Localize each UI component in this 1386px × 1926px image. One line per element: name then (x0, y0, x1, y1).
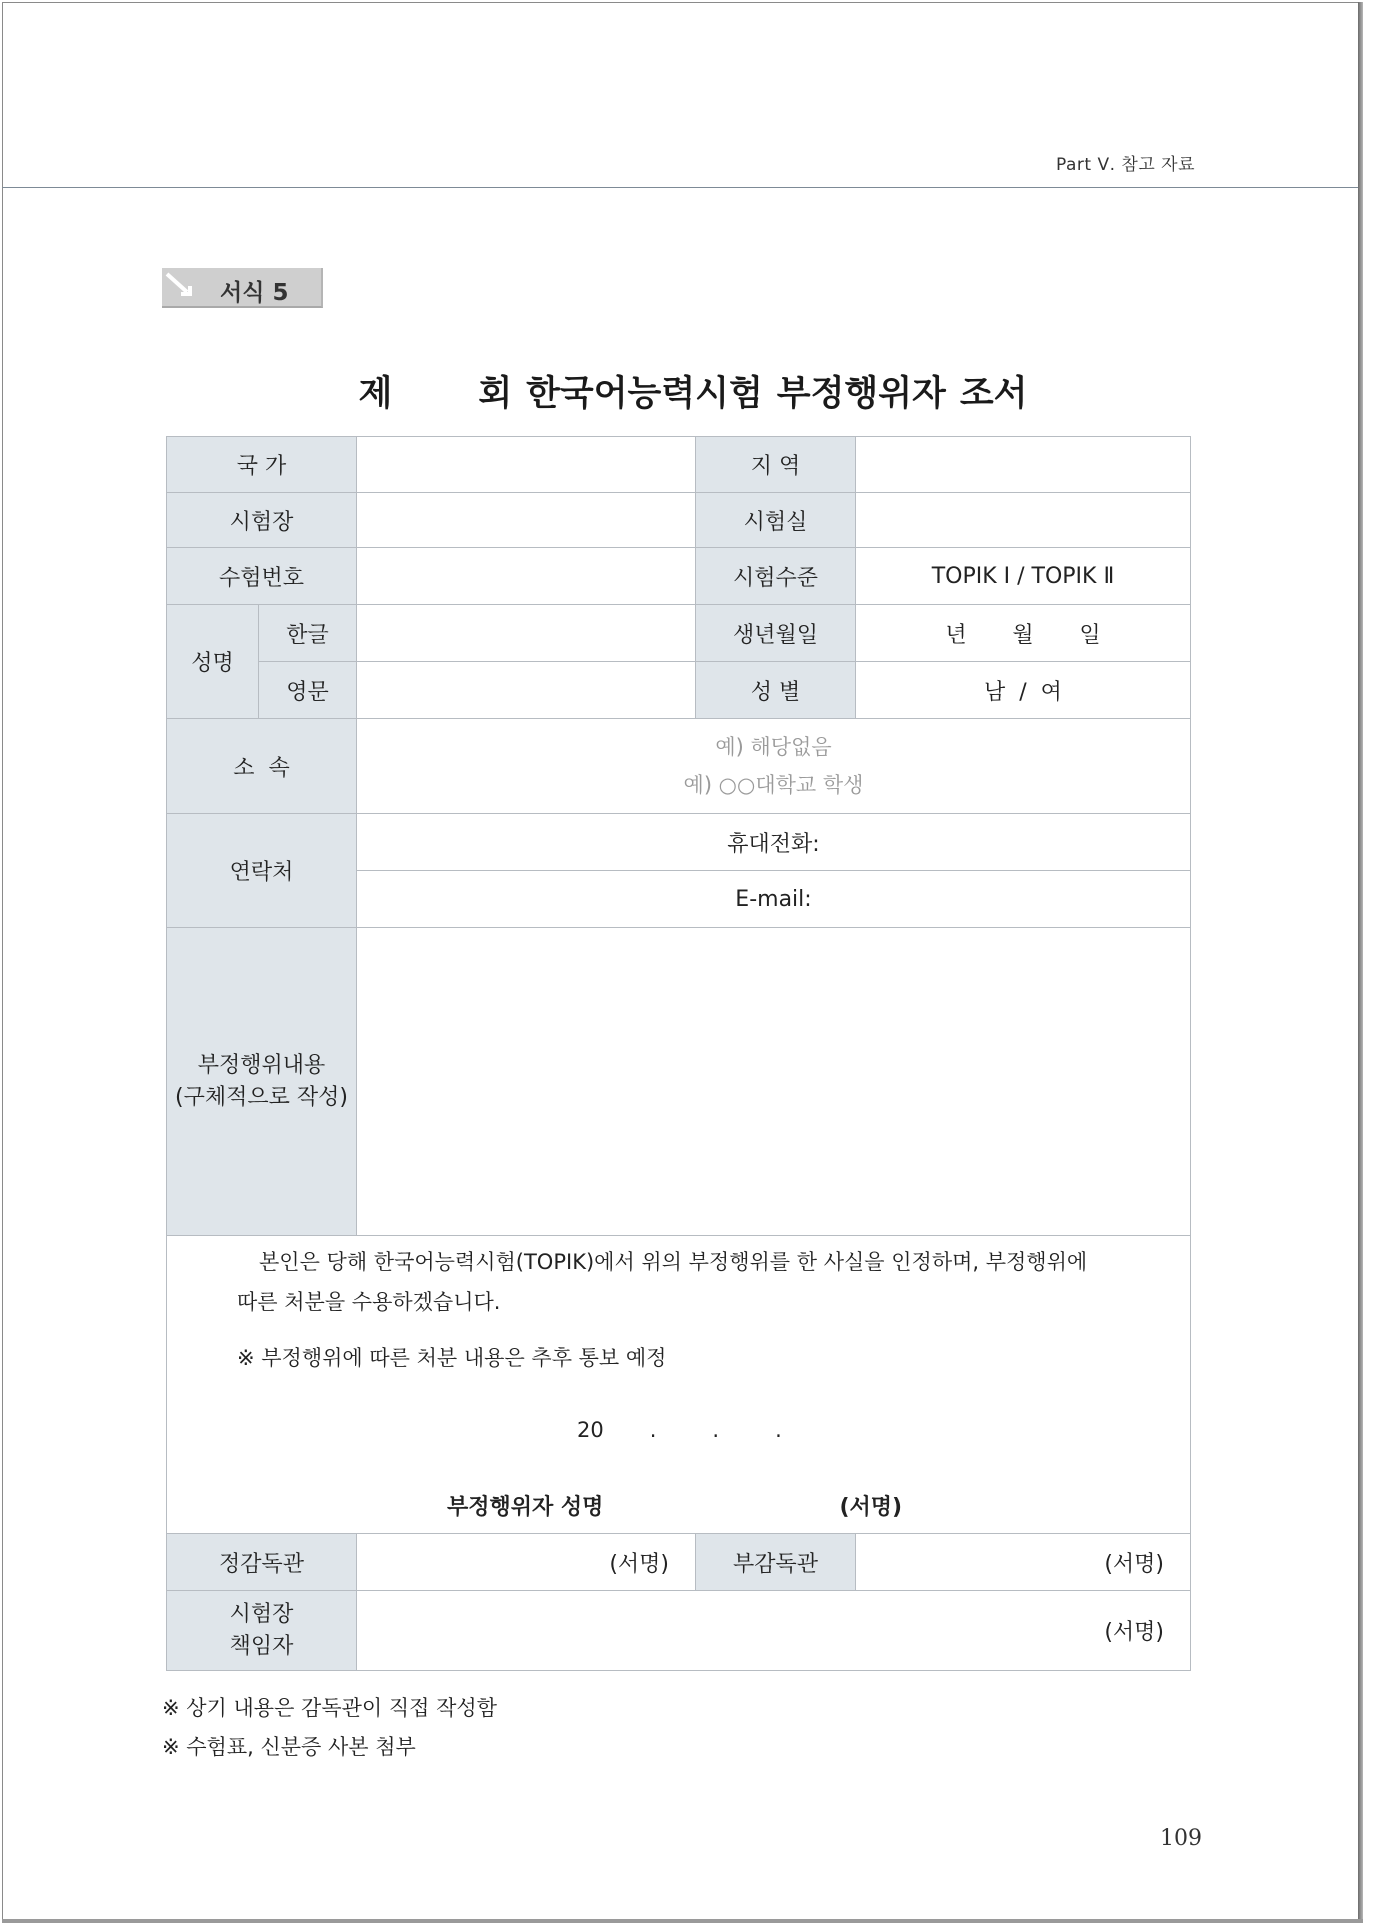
birth-label: 생년월일 (696, 605, 856, 662)
page-shadow (1358, 2, 1363, 1922)
korean-name-field[interactable] (357, 605, 696, 662)
birth-month: 월 (1012, 622, 1034, 648)
birth-year: 년 (945, 622, 967, 648)
gender-label: 성 별 (696, 662, 856, 719)
level-value[interactable]: TOPIK Ⅰ / TOPIK Ⅱ (856, 548, 1191, 605)
title-part3: 한국어능력시험 (526, 374, 763, 414)
email-label: E-mail: (735, 886, 812, 912)
assistant-supervisor-label: 부감독관 (696, 1534, 856, 1591)
title-part4: 부정행위자 (776, 374, 946, 414)
misconduct-details-field[interactable] (357, 928, 1191, 1236)
footnote-2: ※ 수험표, 신분증 사본 첨부 (162, 1735, 416, 1759)
title-part5: 조서 (959, 374, 1028, 414)
date-dot-2: . (712, 1418, 720, 1442)
signer-label: 부정행위자 성명 (447, 1495, 604, 1520)
manager-sign-mark: (서명) (1104, 1620, 1164, 1645)
assistant-sign-mark: (서명) (1104, 1551, 1164, 1577)
corner-arrow-icon (165, 272, 193, 300)
venue-label: 시험장 (167, 493, 357, 548)
signer-sign-mark[interactable]: (서명) (839, 1495, 903, 1520)
phone-label: 휴대전화: (727, 831, 820, 857)
affiliation-example-1: 예) 해당없음 (715, 735, 832, 759)
room-label: 시험실 (696, 493, 856, 548)
statement-note: ※ 부정행위에 따른 처분 내용은 추후 통보 예정 (237, 1346, 667, 1370)
form-tag (162, 268, 323, 308)
footnote-1: ※ 상기 내용은 감독관이 직접 작성함 (162, 1696, 497, 1720)
chief-supervisor-field[interactable] (357, 1534, 696, 1591)
running-header: Part Ⅴ. 참고 자료 (1056, 155, 1195, 175)
document-title (0, 366, 1386, 416)
title-part2: 회 (478, 374, 513, 414)
page-bottom-shadow (2, 1919, 1363, 1923)
misconduct-label (167, 928, 357, 1236)
misconduct-report-form (166, 436, 1191, 1671)
form-tag-label: 서식 5 (220, 280, 289, 306)
chief-sign-mark: (서명) (609, 1551, 669, 1577)
email-field[interactable] (357, 871, 1191, 928)
region-label: 지 역 (696, 437, 856, 493)
venue-manager-field[interactable] (357, 1591, 1191, 1671)
english-name-field[interactable] (357, 662, 696, 719)
gender-value[interactable]: 남 / 여 (856, 662, 1191, 719)
country-label: 국 가 (167, 437, 357, 493)
contact-label: 연락처 (167, 814, 357, 928)
misconduct-label-line2: (구체적으로 작성) (175, 1084, 348, 1110)
affiliation-field[interactable] (357, 719, 1191, 814)
date-line (577, 1418, 782, 1442)
venue-manager-label-line1: 시험장 (229, 1601, 294, 1627)
level-label: 시험수준 (696, 548, 856, 605)
phone-field[interactable] (357, 814, 1191, 871)
header-divider (2, 187, 1358, 188)
date-dot-1: . (649, 1418, 657, 1442)
statement-cell (167, 1236, 1191, 1534)
region-field[interactable] (856, 437, 1191, 493)
title-part1: 제 (358, 374, 393, 414)
english-name-label: 영문 (259, 662, 357, 719)
name-label: 성명 (167, 605, 259, 719)
room-field[interactable] (856, 493, 1191, 548)
affiliation-example-2: 예) ○○대학교 학생 (683, 773, 864, 797)
venue-manager-label-line2: 책임자 (229, 1633, 294, 1659)
page-number: 109 (1160, 1826, 1202, 1851)
affiliation-label: 소 속 (167, 719, 357, 814)
statement-line2: 따른 처분을 수용하겠습니다. (237, 1290, 501, 1314)
exam-number-field[interactable] (357, 548, 696, 605)
date-dot-3: . (775, 1418, 782, 1442)
date-year: 20 (577, 1418, 604, 1442)
birth-field[interactable] (856, 605, 1191, 662)
statement-line1: 본인은 당해 한국어능력시험(TOPIK)에서 위의 부정행위를 한 사실을 인정하며, 부정행위에 (259, 1250, 1088, 1274)
venue-manager-label (167, 1591, 357, 1671)
country-field[interactable] (357, 437, 696, 493)
chief-supervisor-label: 정감독관 (167, 1534, 357, 1591)
signer-line (447, 1490, 902, 1521)
venue-field[interactable] (357, 493, 696, 548)
exam-number-label: 수험번호 (167, 548, 357, 605)
birth-day: 일 (1079, 622, 1101, 648)
korean-name-label: 한글 (259, 605, 357, 662)
misconduct-label-line1: 부정행위내용 (197, 1052, 326, 1078)
assistant-supervisor-field[interactable] (856, 1534, 1191, 1591)
